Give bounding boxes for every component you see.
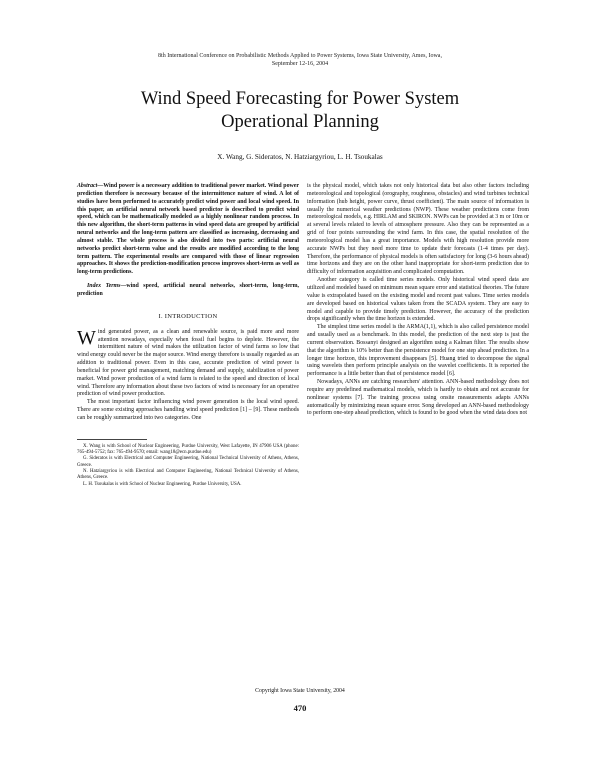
drop-cap: W [77, 326, 96, 349]
abstract-lead: Abstract [77, 183, 98, 189]
right-paragraph-1: is the physical model, which takes not only historical data but also other factors including meteorological and topological (orography, roughness, obstacles) and wind turbines technical information (hub height, power curve, thrust coefficient). The main source of information is usually the numerical weather predictions (NWP). These weather predictions come from meteorological models, e.g. HIRLAM and SKIRON. NWPs can be provided at 3 m or 10m or at several levels related to levels of atmosphere pressure. Also they can be represented as a grid of four points surrounding the wind farm. In this case, the spatial resolution of the meteorological model has a great importance. Models with high resolution provide more accurate NWPs but they need more time to update their forecasts (1-4 times per day). Therefore, the performance of physical models is often satisfactory for long (3-6 hours ahead) time horizons and they are on the other hand inappropriate for short-term prediction due to difficulty of information acquisition and complicated computation. [307, 183, 529, 276]
abstract [77, 183, 299, 277]
footnote-divider [77, 439, 147, 440]
paper-title [0, 88, 600, 134]
footnote-1: X. Wang is with School of Nuclear Engineering, Purdue University, West Lafayette, IN 47906 USA (phone: 765-494-5752; fax: 765-494-9570; email: wang18@ecn.purdue.edu) [77, 443, 299, 456]
index-terms-lead: Index Terms [87, 283, 121, 290]
conference-line-1: 8th International Conference on Probabilistic Methods Applied to Power Systems, Iowa State University, Ames, Iowa, [158, 53, 442, 59]
abstract-text: —Wind power is a necessary addition to traditional power market. Wind power prediction therefore is necessary because of the intermittence nature of wind. A lot of studies have been performed to accurately predict wind power and local wind speed. In this paper, an artificial neural network based predictor is described to predict wind speed, which can be mathematically modeled as a highly nonlinear random process. In this new algorithm, the short-term patterns in wind speed data are grouped by artificial neural networks and the long-term pattern are classified as increasing, decreasing and almost stable. The whole process is also divided into two parts: artificial neural networks predict short-term value and the results are modified according to the long term pattern. The experimental results are compared with those of linear regression approaches. It shows the prediction-modification process improves short-term as well as long-term predictions. [77, 183, 299, 276]
right-paragraph-3: The simplest time series model is the ARMA(1,1), which is also called persistence model and usually used as a benchmark. In this model, the prediction of the next step is just the current observation. Bossanyi designed an algorithm using a Kalman filter. The results show that the algorithm is 10% better than the persistence model for one step ahead prediction. In a longer time horizon, this improvement disappears [5]. Huang tried to decompose the signal using wavelets then perform principle analysis on the wavelet coefficients. It is reported the performance is a little better than that of persistence model [6]. [307, 324, 529, 378]
intro-paragraph-1 [77, 326, 299, 400]
intro-paragraph-1-text: ind generated power, as a clean and renewable source, is paid more and more attention nowadays, especially when fossil fuel begins to deplete. However, the intermittent nature of wind makes the utilization factor of wind farms so low that wind energy could never be the major source. Wind energy therefore is usually regarded as an addition to traditional power. Even in this case, accurate prediction of wind power is beneficial for power grid management, matching demand and supply, stabilization of power market. Wind power production of a wind farm is related to the speed and direction of local wind. Therefore any information about these two factors of wind is necessary for an operative prediction of wind power production. [77, 328, 299, 398]
footnote-2: G. Sideratos is with Electrical and Computer Engineering, National Technical University of Athens, Athens, Greece. [77, 456, 299, 468]
title-line-1: Wind Speed Forecasting for Power System [140, 89, 460, 109]
right-paragraph-4: Nowadays, ANNs are catching researchers' attention. ANN-based methodology does not require any predefined mathematical models, which is hardly to obtain and not accurate for nonlinear systems [7]. The training process using onsite measurements adapts ANNs automatically by minimizing mean square error. Song developed an ANN-based methodology to perform one-step ahead prediction, which is found to be good when the wind data does not [307, 379, 529, 417]
conference-header [0, 52, 600, 68]
left-column [77, 183, 299, 488]
author-list: X. Wang, G. Sideratos, N. Hatziargyriou, L. H. Tsoukalas [217, 153, 383, 161]
page-number: 470 [293, 703, 307, 713]
index-terms-text: —wind speed, artificial neural networks, short-term, long-term, prediction [77, 283, 299, 297]
footnote-4: L. H. Tsoukalas is with School of Nuclear Engineering, Purdue University, USA. [83, 481, 242, 487]
footnote-3: N. Hatziargyriou is with Electrical and Computer Engineering, National Technical University of Athens, Athens, Greece. [77, 468, 299, 481]
section-heading-introduction: I. INTRODUCTION [158, 312, 218, 320]
conference-line-2: September 12-16, 2004 [271, 61, 329, 67]
intro-paragraph-2: The most important factor influencing wind power generation is the local wind speed. There are some existing approaches handling wind speed prediction [1] – [9]. These methods can be roughly summarized into two categories. One [77, 399, 299, 421]
right-paragraph-2: Another category is called time series models. Only historical wind speed data are utilized and modeled based on minimum mean square error and statistical theories. The future value is extrapolated based on the existing model and recent past values. Time series models are developed based on historical values taken from the SCADA system. They are easy to model and capable to provide timely prediction. However, the accuracy of the prediction drops significantly when the time horizon is extended. [307, 277, 529, 323]
title-line-2: Operational Planning [221, 112, 379, 132]
right-column [307, 183, 529, 418]
index-terms [77, 283, 299, 299]
copyright-notice: Copyright Iowa State University, 2004 [255, 688, 345, 694]
